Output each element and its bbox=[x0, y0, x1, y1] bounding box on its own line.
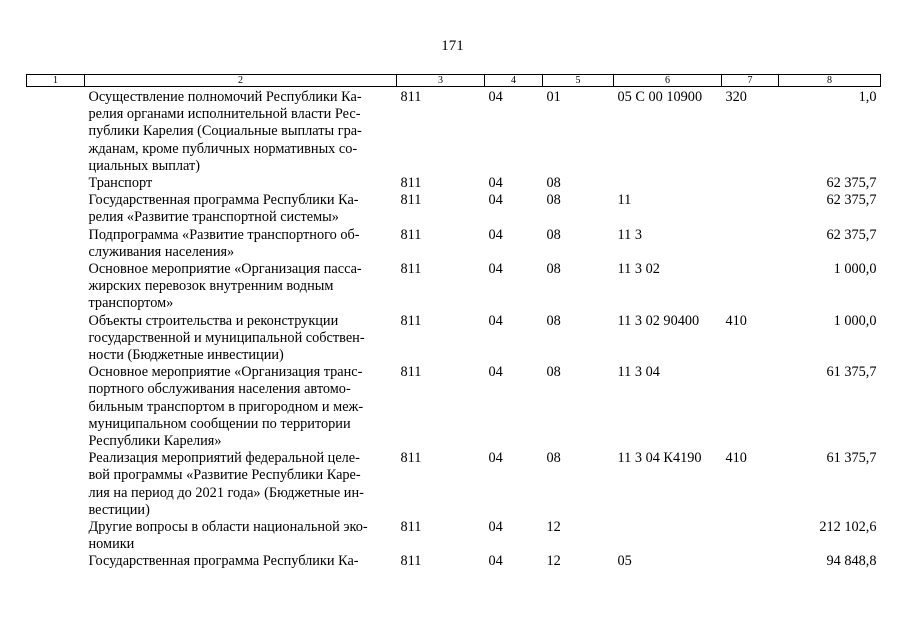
ministry-code-cell: 811 bbox=[400, 450, 422, 467]
item-name-cell: Осуществление полномочий Республики Ка- релия органами исполнительной власти Рес- публики Карелия (Социальные выплаты гра- жданам, кроме публичных нормативных со- циальных выплат) bbox=[88, 89, 362, 174]
amount-cell: 62 375,7 bbox=[826, 192, 877, 209]
budget-table bbox=[26, 74, 881, 571]
target-article-cell: 11 3 04 К4190 bbox=[617, 450, 702, 467]
table-row bbox=[27, 87, 881, 176]
table-row bbox=[27, 227, 881, 261]
row-number-cell bbox=[27, 450, 85, 519]
item-name-cell: Реализация мероприятий федеральной целе- вой программы «Развитие Республики Каре- лия на период до 2021 года» (Бюджетные ин- вестиции) bbox=[88, 450, 364, 518]
amount-cell: 1 000,0 bbox=[833, 312, 877, 329]
amount-cell: 94 848,8 bbox=[826, 553, 877, 570]
row-number-cell bbox=[27, 227, 85, 261]
ministry-code-cell: 811 bbox=[400, 192, 422, 209]
table-body bbox=[27, 87, 881, 571]
expense-type-cell bbox=[722, 175, 779, 192]
section-code-cell: 04 bbox=[488, 553, 503, 570]
amount-cell: 62 375,7 bbox=[826, 175, 877, 192]
expense-type-cell bbox=[722, 261, 779, 313]
amount-cell: 61 375,7 bbox=[826, 364, 877, 381]
target-article-cell: 11 3 02 90400 bbox=[617, 312, 700, 329]
ministry-code-cell: 811 bbox=[400, 261, 422, 278]
amount-cell: 1,0 bbox=[858, 89, 877, 105]
amount-cell: 212 102,6 bbox=[819, 519, 877, 536]
section-code-cell: 04 bbox=[488, 89, 503, 105]
item-name-cell: Подпрограмма «Развитие транспортного об- служивания населения» bbox=[88, 226, 360, 260]
column-header: 3 bbox=[397, 75, 485, 87]
subsection-code-cell: 08 bbox=[546, 312, 561, 329]
table-row bbox=[27, 192, 881, 226]
ministry-code-cell: 811 bbox=[400, 312, 422, 329]
table-row bbox=[27, 450, 881, 519]
target-article-cell bbox=[614, 519, 722, 553]
table-row bbox=[27, 313, 881, 365]
column-header: 6 bbox=[614, 75, 722, 87]
expense-type-cell: 410 bbox=[725, 312, 747, 329]
column-header: 2 bbox=[85, 75, 397, 87]
expense-type-cell bbox=[722, 553, 779, 570]
expense-type-cell bbox=[722, 364, 779, 450]
row-number-cell bbox=[27, 192, 85, 226]
section-code-cell: 04 bbox=[488, 192, 503, 209]
expense-type-cell bbox=[722, 227, 779, 261]
subsection-code-cell: 08 bbox=[546, 226, 561, 243]
amount-cell: 61 375,7 bbox=[826, 450, 877, 467]
item-name-cell: Другие вопросы в области национальной эко- номики bbox=[88, 519, 368, 553]
row-number-cell bbox=[27, 364, 85, 450]
ministry-code-cell: 811 bbox=[400, 553, 422, 570]
item-name-cell: Объекты строительства и реконструкции государственной и муниципальной собствен- ности (Бюджетные инвестиции) bbox=[88, 312, 365, 364]
section-code-cell: 04 bbox=[488, 175, 503, 192]
target-article-cell: 11 3 04 bbox=[617, 364, 660, 381]
column-header: 4 bbox=[485, 75, 543, 87]
ministry-code-cell: 811 bbox=[400, 364, 422, 381]
expense-type-cell bbox=[722, 192, 779, 226]
row-number-cell bbox=[27, 175, 85, 192]
column-header-row bbox=[27, 75, 881, 87]
amount-cell: 62 375,7 bbox=[826, 226, 877, 243]
expense-type-cell bbox=[722, 519, 779, 553]
page-number: 171 bbox=[441, 38, 464, 54]
target-article-cell: 11 bbox=[617, 192, 632, 209]
ministry-code-cell: 811 bbox=[400, 175, 422, 192]
row-number-cell bbox=[27, 313, 85, 365]
ministry-code-cell: 811 bbox=[400, 89, 422, 105]
item-name-cell: Основное мероприятие «Организация пасса- жирских перевозок внутренним водным транспортом» bbox=[88, 261, 362, 312]
column-header: 5 bbox=[543, 75, 614, 87]
subsection-code-cell: 08 bbox=[546, 192, 561, 209]
section-code-cell: 04 bbox=[488, 519, 503, 536]
section-code-cell: 04 bbox=[488, 312, 503, 329]
section-code-cell: 04 bbox=[488, 450, 503, 467]
expense-type-cell: 320 bbox=[725, 89, 747, 105]
section-code-cell: 04 bbox=[488, 226, 503, 243]
column-header: 1 bbox=[27, 75, 85, 87]
item-name-cell: Транспорт bbox=[88, 175, 153, 192]
item-name-cell: Государственная программа Республики Ка- релия «Развитие транспортной системы» bbox=[88, 192, 359, 226]
target-article-cell bbox=[614, 175, 722, 192]
table-row bbox=[27, 364, 881, 450]
subsection-code-cell: 08 bbox=[546, 261, 561, 278]
item-name-cell: Основное мероприятие «Организация транс- портного обслуживания населения автомо- бильным транспортом в пригородном и меж- муниципальном сообщении по территории Республики Карелия» bbox=[88, 364, 364, 450]
subsection-code-cell: 08 bbox=[546, 364, 561, 381]
target-article-cell: 11 3 bbox=[617, 226, 642, 243]
ministry-code-cell: 811 bbox=[400, 226, 422, 243]
column-header: 8 bbox=[779, 75, 881, 87]
section-code-cell: 04 bbox=[488, 261, 503, 278]
row-number-cell bbox=[27, 87, 85, 176]
table-row bbox=[27, 261, 881, 313]
row-number-cell bbox=[27, 553, 85, 570]
ministry-code-cell: 811 bbox=[400, 519, 422, 536]
column-header: 7 bbox=[722, 75, 779, 87]
target-article-cell: 11 3 02 bbox=[617, 261, 660, 278]
row-number-cell bbox=[27, 261, 85, 313]
subsection-code-cell: 08 bbox=[546, 175, 561, 192]
amount-cell: 1 000,0 bbox=[833, 261, 877, 278]
target-article-cell: 05 С 00 10900 bbox=[617, 89, 703, 105]
target-article-cell: 05 bbox=[617, 553, 632, 570]
expense-type-cell: 410 bbox=[725, 450, 747, 467]
section-code-cell: 04 bbox=[488, 364, 503, 381]
table-row bbox=[27, 175, 881, 192]
table-row bbox=[27, 519, 881, 553]
row-number-cell bbox=[27, 519, 85, 553]
subsection-code-cell: 01 bbox=[546, 89, 561, 105]
item-name-cell: Государственная программа Республики Ка- bbox=[88, 553, 359, 570]
subsection-code-cell: 12 bbox=[546, 519, 561, 536]
subsection-code-cell: 08 bbox=[546, 450, 561, 467]
table-row bbox=[27, 553, 881, 570]
subsection-code-cell: 12 bbox=[546, 553, 561, 570]
